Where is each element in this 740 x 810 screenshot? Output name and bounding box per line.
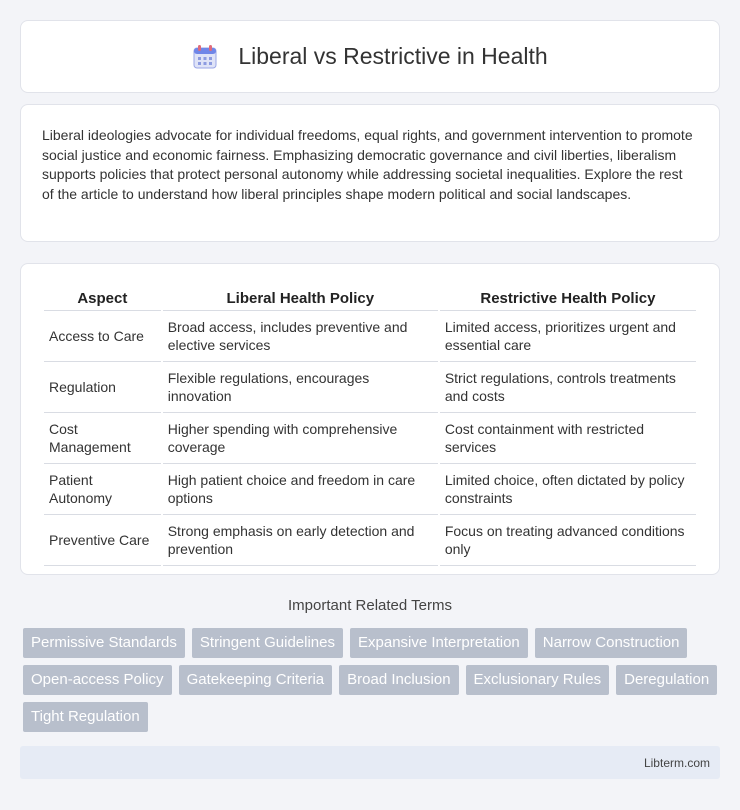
table-row: [44, 311, 696, 362]
related-term-tag[interactable]: Broad Inclusion: [339, 665, 458, 695]
column-header: Liberal Health Policy: [163, 284, 438, 311]
title-card: [20, 20, 720, 93]
related-term-tag[interactable]: Gatekeeping Criteria: [179, 665, 333, 695]
comparison-card: [20, 263, 720, 575]
related-term-tag[interactable]: Tight Regulation: [23, 702, 148, 732]
table-cell: Strict regulations, controls treatments and costs: [440, 362, 696, 413]
column-header: Restrictive Health Policy: [440, 284, 696, 311]
table-row: [44, 413, 696, 464]
table-cell: Preventive Care: [44, 515, 161, 566]
table-cell: Cost containment with restricted services: [440, 413, 696, 464]
related-term-tag[interactable]: Deregulation: [616, 665, 717, 695]
table-cell: High patient choice and freedom in care options: [163, 464, 438, 515]
table-cell: Flexible regulations, encourages innovation: [163, 362, 438, 413]
calendar-icon: [192, 44, 218, 70]
table-cell: Strong emphasis on early detection and prevention: [163, 515, 438, 566]
intro-card: [20, 104, 720, 242]
related-terms-title: Important Related Terms: [288, 597, 452, 614]
table-cell: Focus on treating advanced conditions only: [440, 515, 696, 566]
footer: [20, 746, 720, 779]
related-term-tag[interactable]: Permissive Standards: [23, 628, 185, 658]
table-row: [44, 362, 696, 413]
table-cell: Limited choice, often dictated by policy constraints: [440, 464, 696, 515]
table-cell: Higher spending with comprehensive coverage: [163, 413, 438, 464]
table-row: [44, 464, 696, 515]
related-term-tag[interactable]: Exclusionary Rules: [466, 665, 610, 695]
table-cell: Access to Care: [44, 311, 161, 362]
related-term-tag[interactable]: Narrow Construction: [535, 628, 688, 658]
related-term-tag[interactable]: Expansive Interpretation: [350, 628, 528, 658]
table-header-row: [44, 284, 696, 311]
table-cell: Broad access, includes preventive and elective services: [163, 311, 438, 362]
comparison-table: [42, 284, 698, 566]
footer-site-link[interactable]: Libterm.com: [643, 756, 710, 770]
table-cell: Limited access, prioritizes urgent and essential care: [440, 311, 696, 362]
table-row: [44, 515, 696, 566]
table-cell: Patient Autonomy: [44, 464, 161, 515]
page-title: Liberal vs Restrictive in Health: [238, 43, 548, 69]
related-terms-list: [23, 628, 723, 732]
related-term-tag[interactable]: Stringent Guidelines: [192, 628, 343, 658]
related-term-tag[interactable]: Open-access Policy: [23, 665, 172, 695]
table-cell: Regulation: [44, 362, 161, 413]
intro-text: Liberal ideologies advocate for individual freedoms, equal rights, and government intervention to promote social justice and economic fairness. Emphasizing democratic governance and civil liberties, liberalism supports policies that protect personal autonomy while addressing societal inequalities. Explore the rest of the article to understand how liberal principles shape modern political and social landscapes.: [42, 127, 693, 202]
table-cell: Cost Management: [44, 413, 161, 464]
column-header: Aspect: [44, 284, 161, 311]
